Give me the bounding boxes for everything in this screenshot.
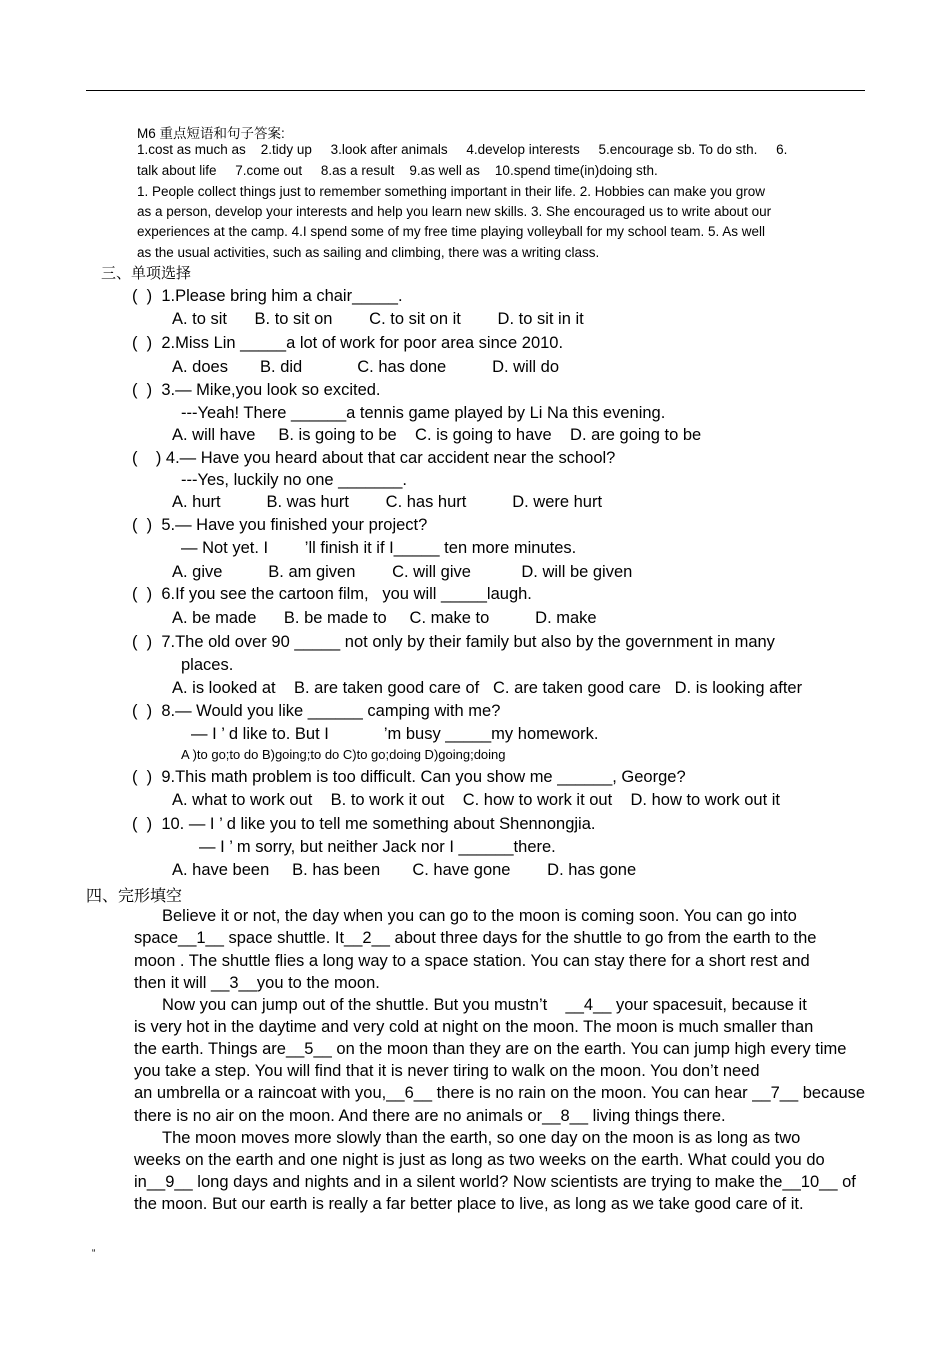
- passage-line: space__1__ space shuttle. It__2__ about three days for the shuttle to go from the earth to the: [134, 929, 817, 947]
- question-line: — Not yet. I ’ll finish it if I_____ ten more minutes.: [181, 539, 577, 557]
- passage-line: The moon moves more slowly than the earth, so one day on the moon is as long as two: [162, 1129, 801, 1147]
- passage-line: Believe it or not, the day when you can go to the moon is coming soon. You can go into: [162, 907, 797, 925]
- passage-line: there is no air on the moon. And there are no animals or__8__ living things there.: [134, 1107, 726, 1125]
- section3-heading: 三、单项选择: [101, 264, 192, 282]
- question-line: ( ) 5.— Have you finished your project?: [132, 516, 428, 534]
- m6-phrase-line: talk about life 7.come out 8.as a result 9.as well as 10.spend time(in)doing sth.: [137, 163, 658, 178]
- m6-sentence-line: as a person, develop your interests and help you learn new skills. 3. She encouraged us to write about our: [137, 204, 772, 219]
- options-line: A. what to work out B. to work it out C. how to work it out D. how to work out it: [172, 791, 780, 809]
- options-line: A )to go;to do B)going;to do C)to go;doing D)going;doing: [181, 747, 506, 762]
- question-line: ( ) 3.— Mike,you look so excited.: [132, 381, 381, 399]
- options-line: A. to sit B. to sit on C. to sit on it D. to sit in it: [172, 310, 584, 328]
- question-line: ( ) 9.This math problem is too difficult. Can you show me ______, George?: [132, 768, 686, 786]
- question-line: ( ) 7.The old over 90 _____ not only by their family but also by the government in many: [132, 633, 775, 651]
- options-line: A. will have B. is going to be C. is going to have D. are going to be: [172, 426, 702, 444]
- options-line: A. does B. did C. has done D. will do: [172, 358, 560, 376]
- passage-line: is very hot in the daytime and very cold at night on the moon. The moon is much smaller than: [134, 1018, 814, 1036]
- section4-heading: 四、完形填空: [86, 886, 183, 905]
- question-line: — I ’ m sorry, but neither Jack nor I ______there.: [199, 838, 556, 856]
- options-line: A. hurt B. was hurt C. has hurt D. were hurt: [172, 493, 603, 511]
- footer-mark: “: [92, 1248, 96, 1259]
- passage-line: in__9__ long days and nights and in a silent world? Now scientists are trying to make the__10__ of: [134, 1173, 856, 1191]
- passage-line: an umbrella or a raincoat with you,__6__ there is no rain on the moon. You can hear __7__ because: [134, 1084, 866, 1102]
- options-line: A. is looked at B. are taken good care of C. are taken good care D. is looking after: [172, 679, 803, 697]
- options-line: A. give B. am given C. will give D. will be given: [172, 563, 633, 581]
- passage-line: you take a step. You will find that it is never tiring to walk on the moon. You don’t need: [134, 1062, 760, 1080]
- m6-phrase-line: 1.cost as much as 2.tidy up 3.look after animals 4.develop interests 5.encourage sb. To do sth. 6.: [137, 142, 788, 157]
- question-line: ---Yes, luckily no one _______.: [181, 471, 407, 489]
- m6-sentence-line: as the usual activities, such as sailing and climbing, there was a writing class.: [137, 245, 600, 260]
- m6-title: M6 重点短语和句子答案:: [137, 126, 285, 141]
- passage-line: weeks on the earth and one night is just as long as two weeks on the earth. What could you do: [134, 1151, 825, 1169]
- question-line: ( ) 2.Miss Lin _____a lot of work for poor area since 2010.: [132, 334, 564, 352]
- question-line: ( ) 4.— Have you heard about that car accident near the school?: [132, 449, 616, 467]
- passage-line: moon . The shuttle flies a long way to a space station. You can stay there for a short rest and: [134, 952, 810, 970]
- passage-line: the earth. Things are__5__ on the moon than they are on the earth. You can jump high every time: [134, 1040, 847, 1058]
- options-line: A. have been B. has been C. have gone D. has gone: [172, 861, 637, 879]
- question-line: ( ) 6.If you see the cartoon film, you will _____laugh.: [132, 585, 532, 603]
- question-line: ---Yeah! There ______a tennis game played by Li Na this evening.: [181, 404, 666, 422]
- question-line: places.: [181, 656, 234, 674]
- options-line: A. be made B. be made to C. make to D. make: [172, 609, 597, 627]
- m6-sentence-line: 1. People collect things just to remember something important in their life. 2. Hobbies can make you grow: [137, 184, 766, 199]
- passage-line: Now you can jump out of the shuttle. But you mustn’t __4__ your spacesuit, because it: [162, 996, 807, 1014]
- question-line: ( ) 10. — I ’ d like you to tell me something about Shennongjia.: [132, 815, 596, 833]
- passage-line: then it will __3__you to the moon.: [134, 974, 380, 992]
- header-rule: [86, 90, 865, 91]
- question-line: ( ) 8.— Would you like ______ camping with me?: [132, 702, 501, 720]
- question-line: — I ’ d like to. But I ’m busy _____my homework.: [191, 725, 599, 743]
- m6-sentence-line: experiences at the camp. 4.I spend some of my free time playing volleyball for my school team. 5. As well: [137, 224, 766, 239]
- passage-line: the moon. But our earth is really a far better place to live, as long as we take good care of it.: [134, 1195, 804, 1213]
- question-line: ( ) 1.Please bring him a chair_____.: [132, 287, 403, 305]
